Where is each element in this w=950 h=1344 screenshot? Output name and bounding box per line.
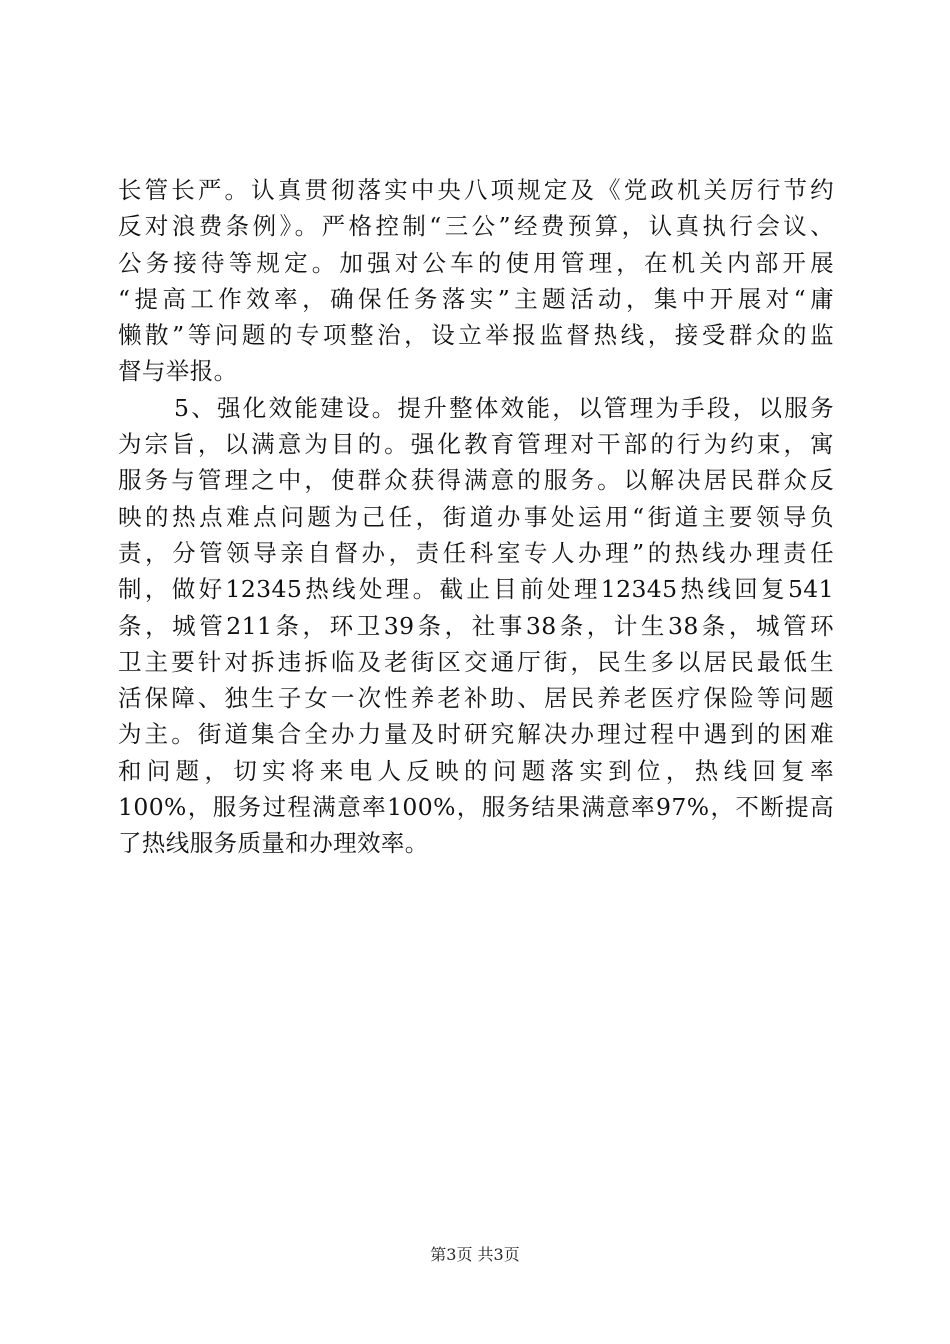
text-line: 制，做好12345热线处理。截止目前处理12345热线回复541 (118, 575, 834, 604)
text-line: 为主。街道集合全办力量及时研究解决办理过程中遇到的困难 (118, 720, 834, 749)
text-line: 责，分管领导亲自督办，责任科室专人办理”的热线办理责任 (118, 538, 834, 567)
text-line: 督与举报。 (118, 357, 238, 386)
text-line: “提高工作效率，确保任务落实”主题活动，集中开展对“庸 (118, 284, 834, 313)
text-line: 100%，服务过程满意率100%，服务结果满意率97%，不断提高 (118, 793, 834, 822)
paragraph-2 (118, 390, 834, 862)
text-line: 5、强化效能建设。提升整体效能，以管理为手段，以服务 (174, 393, 834, 422)
text-line: 了热线服务质量和办理效率。 (118, 829, 429, 858)
page-number-footer: 第3页 共3页 (430, 1245, 520, 1264)
text-line: 活保障、独生子女一次性养老补助、居民养老医疗保险等问题 (118, 684, 834, 713)
text-line: 映的热点难点问题为己任，街道办事处运用“街道主要领导负 (118, 502, 834, 531)
document-body (118, 172, 834, 862)
text-line: 条，城管211条，环卫39条，社事38条，计生38条，城管环 (118, 611, 834, 640)
text-line: 卫主要针对拆违拆临及老街区交通厅街，民生多以居民最低生 (118, 647, 834, 676)
text-line: 服务与管理之中，使群众获得满意的服务。以解决居民群众反 (118, 466, 834, 495)
text-line: 长管长严。认真贯彻落实中央八项规定及《党政机关厉行节约 (118, 176, 834, 204)
paragraph-1 (118, 172, 834, 390)
text-line: 为宗旨，以满意为目的。强化教育管理对干部的行为约束，寓 (118, 430, 834, 459)
text-line: 和问题，切实将来电人反映的问题落实到位，热线回复率 (118, 756, 834, 785)
text-line: 反对浪费条例》。严格控制“三公”经费预算，认真执行会议、 (118, 212, 834, 241)
text-line: 懒散”等问题的专项整治，设立举报监督热线，接受群众的监 (118, 321, 834, 350)
text-line: 公务接待等规定。加强对公车的使用管理，在机关内部开展 (118, 248, 834, 277)
